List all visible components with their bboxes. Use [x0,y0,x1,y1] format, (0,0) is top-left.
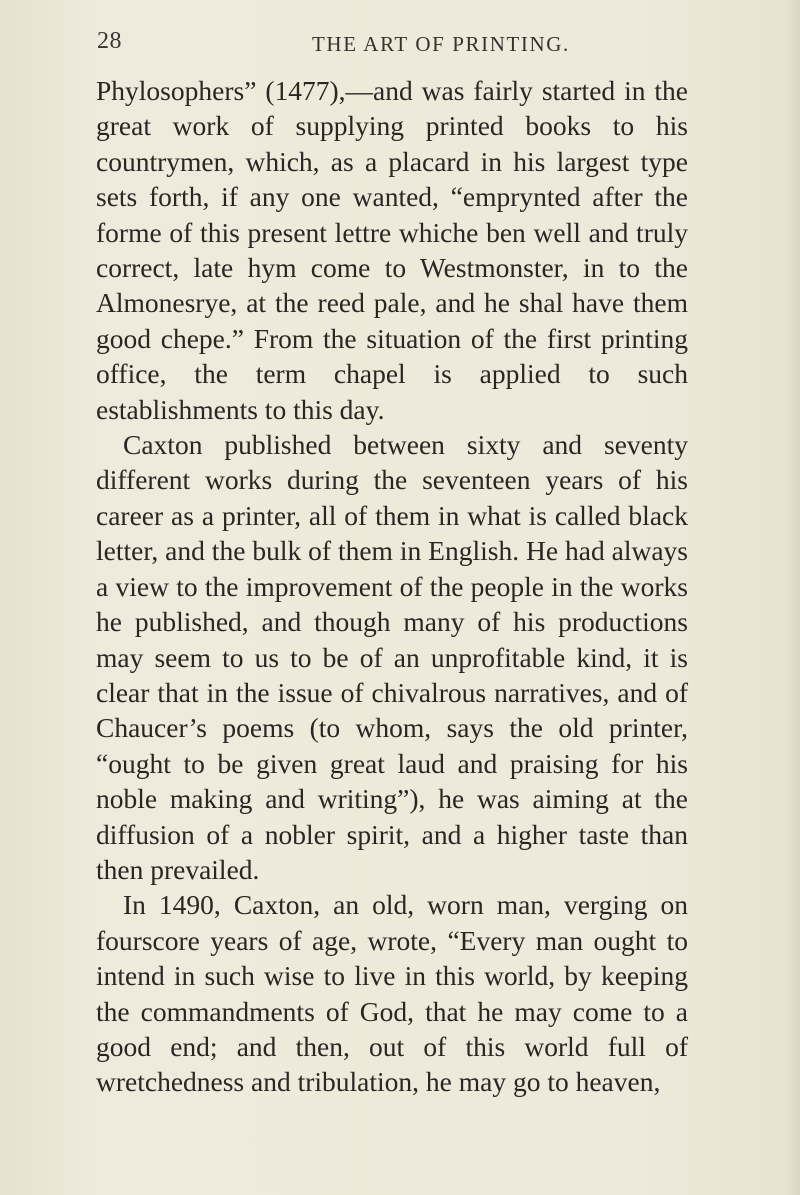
page-edge-shadow [786,0,800,1195]
paragraph-caxton-1490: In 1490, Caxton, an old, worn man, verging on fourscore years of age, wrote, “Every man ought to intend in such wise to live in this world, by keeping the commandments of God, that he may come to a good end; and then, out of this world full of wretchedness and tribulation, he may go to heaven, [96,889,688,1098]
page-number: 28 [97,28,122,54]
paragraph-caxton-works: Caxton published between sixty and seventy different works during the seventeen years of his career as a printer, all of them in what is called black letter, and the bulk of them in English. He had always a view to the improvement of the people in the works he published, and though many of his productions may seem to us to be of an unprofitable kind, it is clear that in the issue of chivalrous narratives, and of Chaucer’s poems (to whom, says the old printer, “ought to be given great laud and praising for his noble making and writing”), he was aiming at the diffusion of a nobler spirit, and a higher taste than then prevailed. [96,429,688,885]
paragraph-continued: Phylosophers” (1477),—and was fairly started in the great work of supplying printed books to his countrymen, which, as a placard in his largest type sets forth, if any one wanted, “emprynted after the forme of this present lettre whiche ben well and truly correct, late hym come to Westmonster, in to the Almonesrye, at the reed pale, and he shal have them good chepe.” From the situation of the first printing office, the term chapel is applied to such establishments to this day. [96,75,688,425]
body-text [96,73,688,1100]
page-header [0,28,800,68]
running-title: THE ART OF PRINTING. [312,32,570,56]
